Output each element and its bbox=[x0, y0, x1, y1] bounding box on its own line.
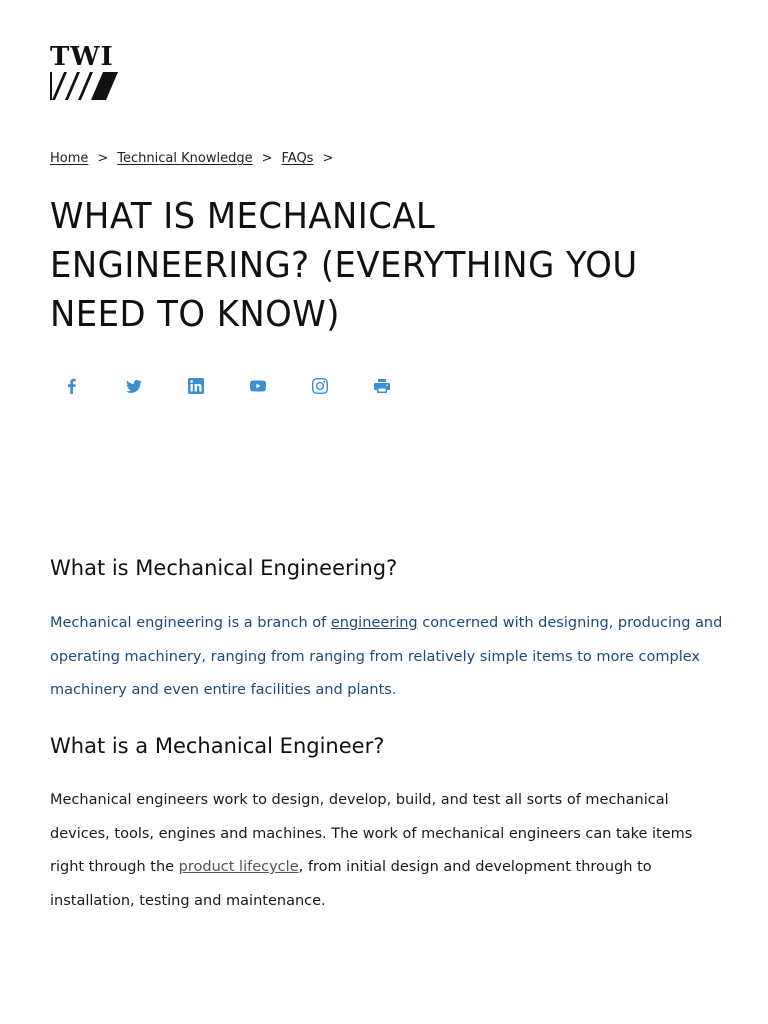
print-icon bbox=[374, 378, 390, 394]
section-heading-mechanical-engineering: What is Mechanical Engineering? bbox=[50, 556, 398, 580]
breadcrumb-separator: > bbox=[322, 151, 334, 166]
engineer-text-end: , from initial design and development through to installation, testing and maintenance. bbox=[50, 859, 652, 909]
breadcrumb bbox=[50, 151, 342, 166]
share-bar bbox=[60, 374, 432, 398]
linkedin-share-button[interactable] bbox=[184, 374, 208, 398]
youtube-icon bbox=[250, 378, 266, 394]
intro-text-start: Mechanical engineering is a branch of bbox=[50, 615, 331, 631]
breadcrumb-separator: > bbox=[261, 151, 273, 166]
engineer-paragraph bbox=[50, 784, 730, 918]
facebook-share-button[interactable] bbox=[60, 374, 84, 398]
facebook-icon bbox=[64, 378, 80, 394]
breadcrumb-home[interactable]: Home bbox=[50, 151, 89, 166]
engineering-link[interactable]: engineering bbox=[330, 615, 418, 631]
twitter-icon bbox=[126, 378, 142, 394]
intro-paragraph bbox=[50, 607, 730, 708]
linkedin-icon bbox=[188, 378, 204, 394]
breadcrumb-technical-knowledge[interactable]: Technical Knowledge bbox=[117, 151, 253, 166]
logo-text: TWI bbox=[50, 42, 114, 72]
breadcrumb-separator: > bbox=[97, 151, 109, 166]
instagram-share-button[interactable] bbox=[308, 374, 332, 398]
print-button[interactable] bbox=[370, 374, 394, 398]
twi-logo[interactable] bbox=[50, 44, 120, 100]
intro-text-end: concerned with designing, producing and operating machinery, ranging from ranging from relatively simple items to more complex machinery and even entire facilities and plants. bbox=[50, 615, 723, 699]
page-title: WHAT IS MECHANICAL ENGINEERING? (EVERYTHING YOU NEED TO KNOW) bbox=[50, 196, 638, 335]
instagram-icon bbox=[312, 378, 328, 394]
youtube-share-button[interactable] bbox=[246, 374, 270, 398]
product-lifecycle-link[interactable]: product lifecycle bbox=[178, 859, 299, 876]
logo-stripes-icon bbox=[50, 72, 118, 100]
section-heading-mechanical-engineer: What is a Mechanical Engineer? bbox=[50, 734, 385, 758]
breadcrumb-faqs[interactable]: FAQs bbox=[281, 151, 314, 166]
twitter-share-button[interactable] bbox=[122, 374, 146, 398]
engineer-text-start: Mechanical engineers work to design, develop, build, and test all sorts of mechanical devices, tools, engines and machines. The work of mechanical engineers can take items right through the bbox=[50, 792, 693, 876]
